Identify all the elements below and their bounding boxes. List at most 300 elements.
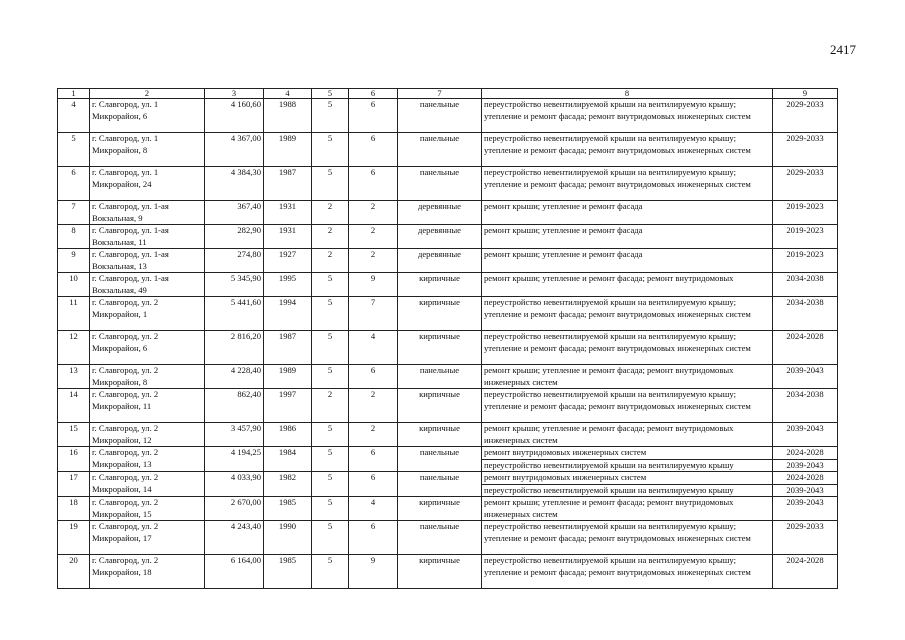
- area-cell-line: 4 243,40: [230, 521, 261, 531]
- works-cell: [482, 167, 773, 201]
- address-cell-line: г. Славгород, ул. 1-ая: [92, 225, 169, 235]
- column-header: 6: [349, 89, 398, 99]
- col6-cell: [349, 201, 398, 225]
- page-number: 2417: [830, 42, 856, 57]
- works-cell-line: переустройство невентилируемой крыши на вентилируемую крышу;: [484, 389, 736, 399]
- col5-cell: [312, 249, 349, 273]
- works-cell: [482, 365, 773, 389]
- row-number-line: 5: [71, 133, 76, 143]
- area-cell: [205, 331, 264, 365]
- col6-cell-line: 2: [370, 389, 376, 399]
- area-cell-line: 2 816,20: [230, 331, 261, 341]
- row-number-line: 16: [69, 447, 78, 457]
- address-cell-line: Микрорайон, 8: [92, 376, 148, 387]
- table-row: [58, 167, 838, 201]
- period-cell: [773, 249, 838, 273]
- material-cell-line: кирпичные: [419, 389, 460, 399]
- year-cell-line: 1986: [278, 423, 297, 433]
- area-cell-line: 367,40: [237, 201, 261, 211]
- address-cell: [90, 521, 205, 555]
- area-cell-line: 282,90: [237, 225, 261, 235]
- period-cell: [773, 99, 838, 133]
- address-cell-line: Вокзальная, 9: [92, 212, 143, 223]
- row-number-line: 12: [69, 331, 78, 341]
- works-cell-line: утепление и ремонт фасада; ремонт внутридомовых инженерных систем: [484, 532, 751, 543]
- address-cell: [90, 472, 205, 497]
- area-cell-line: 6 164,00: [230, 555, 261, 565]
- col6-cell: [349, 331, 398, 365]
- year-cell: [264, 297, 312, 331]
- material-cell: [398, 423, 482, 447]
- address-cell-line: Микрорайон, 12: [92, 434, 152, 445]
- row-number: [58, 273, 90, 297]
- material-cell: [398, 555, 482, 589]
- row-number: [58, 225, 90, 249]
- year-cell-line: 1984: [278, 447, 297, 457]
- col6-cell-line: 6: [370, 472, 376, 482]
- col6-cell: [349, 249, 398, 273]
- col6-cell-line: 9: [370, 555, 376, 565]
- col6-cell: [349, 225, 398, 249]
- period-cell: [773, 167, 838, 201]
- address-cell-line: г. Славгород, ул. 2: [92, 331, 159, 341]
- address-cell-line: Микрорайон, 13: [92, 458, 152, 469]
- year-cell-line: 1931: [278, 225, 297, 235]
- address-cell: [90, 249, 205, 273]
- year-cell: [264, 99, 312, 133]
- year-cell: [264, 167, 312, 201]
- col5-cell: [312, 555, 349, 589]
- col5-cell-line: 5: [327, 133, 333, 143]
- col5-cell-line: 5: [327, 447, 333, 457]
- period-cell: [773, 225, 838, 249]
- area-cell-line: 4 160,60: [230, 99, 261, 109]
- area-cell: [205, 133, 264, 167]
- material-cell: [398, 497, 482, 521]
- period-cell: [773, 497, 838, 521]
- address-cell-line: г. Славгород, ул. 2: [92, 447, 159, 457]
- col5-cell: [312, 497, 349, 521]
- works-cell-line: утепление и ремонт фасада; ремонт внутридомовых инженерных систем: [484, 342, 751, 353]
- col6-cell: [349, 555, 398, 589]
- period-cell-line: 2039-2043: [786, 365, 824, 375]
- col5-cell: [312, 521, 349, 555]
- material-cell-line: деревянные: [418, 201, 461, 211]
- year-cell-line: 1927: [278, 249, 297, 259]
- address-cell: [90, 273, 205, 297]
- column-header: 5: [312, 89, 349, 99]
- material-cell: [398, 273, 482, 297]
- col6-cell: [349, 497, 398, 521]
- address-cell: [90, 331, 205, 365]
- col6-cell: [349, 273, 398, 297]
- table-row: [58, 389, 838, 423]
- row-number: [58, 497, 90, 521]
- address-cell: [90, 99, 205, 133]
- area-cell: [205, 365, 264, 389]
- row-number: [58, 331, 90, 365]
- area-cell-line: 5 441,60: [230, 297, 261, 307]
- col6-cell-line: 6: [370, 167, 376, 177]
- row-number-line: 11: [69, 297, 78, 307]
- address-cell-line: Микрорайон, 24: [92, 178, 152, 189]
- table-header-row: [58, 89, 838, 99]
- row-number: [58, 555, 90, 589]
- col5-cell: [312, 423, 349, 447]
- address-cell-line: г. Славгород, ул. 1: [92, 133, 159, 143]
- material-cell: [398, 472, 482, 497]
- works-cell-line: ремонт крыши; утепление и ремонт фасада: [484, 225, 643, 235]
- material-cell: [398, 201, 482, 225]
- area-cell-line: 4 194,25: [230, 447, 261, 457]
- period-cell-line: 2034-2038: [786, 389, 824, 399]
- col6-cell-line: 6: [370, 365, 376, 375]
- area-cell-line: 4 228,40: [230, 365, 261, 375]
- col5-cell-line: 5: [327, 167, 333, 177]
- year-cell: [264, 365, 312, 389]
- address-cell: [90, 297, 205, 331]
- address-cell-line: Вокзальная, 11: [92, 236, 147, 247]
- area-cell-line: 4 384,30: [230, 167, 261, 177]
- material-cell-line: кирпичные: [419, 273, 460, 283]
- table-row: [58, 201, 838, 225]
- works-cell-line: переустройство невентилируемой крыши на вентилируемую крышу;: [484, 555, 736, 565]
- col6-cell: [349, 447, 398, 472]
- year-cell-line: 1989: [278, 133, 297, 143]
- works-cell-line: инженерных систем: [484, 434, 558, 445]
- address-cell-line: г. Славгород, ул. 2: [92, 555, 159, 565]
- area-cell-line: 4 367,00: [230, 133, 261, 143]
- address-cell: [90, 225, 205, 249]
- works-cell: [482, 297, 773, 331]
- address-cell-line: г. Славгород, ул. 2: [92, 521, 159, 531]
- area-cell: [205, 167, 264, 201]
- row-number: [58, 201, 90, 225]
- column-header: 2: [90, 89, 205, 99]
- address-cell-line: г. Славгород, ул. 1: [92, 99, 159, 109]
- material-cell: [398, 167, 482, 201]
- material-cell-line: панельные: [419, 133, 460, 143]
- area-cell: [205, 273, 264, 297]
- period-cell: [773, 297, 838, 331]
- table-row: [58, 555, 838, 589]
- material-cell-line: кирпичные: [419, 423, 460, 433]
- works-cell-line: утепление и ремонт фасада; ремонт внутридомовых инженерных систем: [484, 566, 751, 577]
- works-cell-line: ремонт крыши; утепление и ремонт фасада; ремонт внутридомовых: [484, 423, 734, 433]
- year-cell-line: 1997: [278, 389, 297, 399]
- material-cell-line: деревянные: [418, 225, 461, 235]
- row-number-line: 13: [69, 365, 78, 375]
- material-cell: [398, 225, 482, 249]
- period-cell: [773, 389, 838, 423]
- address-cell-line: Микрорайон, 6: [92, 110, 148, 121]
- address-cell-line: Микрорайон, 14: [92, 483, 152, 494]
- year-cell: [264, 273, 312, 297]
- year-cell-line: 1987: [278, 167, 297, 177]
- works-cell: [482, 331, 773, 365]
- col5-cell: [312, 201, 349, 225]
- area-cell: [205, 423, 264, 447]
- material-cell-line: панельные: [419, 472, 460, 482]
- column-header: 1: [58, 89, 90, 99]
- address-cell: [90, 447, 205, 472]
- address-cell: [90, 389, 205, 423]
- area-cell-line: 2 670,00: [230, 497, 261, 507]
- area-cell: [205, 555, 264, 589]
- period-cell-line: 2039-2043: [786, 423, 824, 433]
- row-number: [58, 521, 90, 555]
- works-cell-line: ремонт крыши; утепление и ремонт фасада; ремонт внутридомовых: [484, 365, 734, 375]
- works-cell: [482, 447, 773, 472]
- period-cell: [773, 273, 838, 297]
- area-cell: [205, 521, 264, 555]
- row-number: [58, 99, 90, 133]
- period-cell-line: 2039-2043: [773, 459, 837, 472]
- year-cell-line: 1982: [278, 472, 297, 482]
- row-number: [58, 389, 90, 423]
- row-number-line: 20: [69, 555, 78, 565]
- area-cell: [205, 447, 264, 472]
- area-cell: [205, 389, 264, 423]
- year-cell-line: 1985: [278, 497, 297, 507]
- works-cell-line: переустройство невентилируемой крыши на вентилируемую крышу;: [484, 99, 736, 109]
- period-cell: [773, 555, 838, 589]
- works-cell-line: ремонт внутридомовых инженерных систем: [484, 472, 647, 482]
- year-cell-line: 1931: [278, 201, 297, 211]
- row-number-line: 18: [69, 497, 78, 507]
- col5-cell: [312, 365, 349, 389]
- address-cell: [90, 201, 205, 225]
- address-cell-line: Микрорайон, 18: [92, 566, 152, 577]
- col5-cell: [312, 225, 349, 249]
- period-cell: [773, 331, 838, 365]
- table-row: [58, 447, 838, 472]
- works-cell-line: утепление и ремонт фасада; ремонт внутридомовых инженерных систем: [484, 308, 751, 319]
- row-number-line: 17: [69, 472, 78, 482]
- period-cell-line: 2019-2023: [786, 249, 824, 259]
- period-cell-line: 2029-2033: [786, 133, 824, 143]
- col5-cell-line: 2: [327, 389, 333, 399]
- address-cell: [90, 365, 205, 389]
- col5-cell-line: 2: [327, 225, 333, 235]
- works-cell-line: утепление и ремонт фасада; ремонт внутридомовых инженерных систем: [484, 178, 751, 189]
- col5-cell-line: 2: [327, 249, 333, 259]
- period-cell-line: 2039-2043: [786, 497, 824, 507]
- address-cell: [90, 555, 205, 589]
- address-cell-line: г. Славгород, ул. 1-ая: [92, 201, 169, 211]
- material-cell-line: кирпичные: [419, 555, 460, 565]
- works-cell: [482, 133, 773, 167]
- period-cell-line: 2019-2023: [786, 201, 824, 211]
- material-cell-line: кирпичные: [419, 497, 460, 507]
- works-cell-line: переустройство невентилируемой крыши на вентилируемую крышу: [482, 459, 772, 472]
- period-cell-line: 2024-2028: [786, 555, 824, 565]
- address-cell-line: Микрорайон, 6: [92, 342, 148, 353]
- column-header: 4: [264, 89, 312, 99]
- works-cell-line: инженерных систем: [484, 508, 558, 519]
- row-number-line: 8: [71, 225, 76, 235]
- table-row: [58, 99, 838, 133]
- address-cell-line: г. Славгород, ул. 1-ая: [92, 249, 169, 259]
- material-cell-line: кирпичные: [419, 331, 460, 341]
- row-number-line: 15: [69, 423, 78, 433]
- address-cell-line: г. Славгород, ул. 2: [92, 297, 159, 307]
- address-cell-line: Микрорайон, 11: [92, 400, 152, 411]
- material-cell: [398, 133, 482, 167]
- area-cell-line: 3 457,90: [230, 423, 261, 433]
- year-cell: [264, 472, 312, 497]
- col5-cell: [312, 389, 349, 423]
- works-cell: [482, 497, 773, 521]
- works-cell-line: переустройство невентилируемой крыши на вентилируемую крышу: [482, 484, 772, 497]
- col6-cell-line: 6: [370, 133, 376, 143]
- material-cell: [398, 99, 482, 133]
- row-number: [58, 133, 90, 167]
- period-cell-line: 2034-2038: [786, 273, 824, 283]
- period-cell-line: 2029-2033: [786, 99, 824, 109]
- area-cell: [205, 297, 264, 331]
- address-cell-line: Микрорайон, 8: [92, 144, 148, 155]
- col6-cell: [349, 389, 398, 423]
- area-cell: [205, 472, 264, 497]
- material-cell-line: деревянные: [418, 249, 461, 259]
- works-cell: [482, 249, 773, 273]
- material-cell: [398, 297, 482, 331]
- year-cell-line: 1995: [278, 273, 297, 283]
- col6-cell-line: 2: [370, 225, 376, 235]
- works-cell-line: утепление и ремонт фасада; ремонт внутридомовых инженерных систем: [484, 110, 751, 121]
- row-number-line: 6: [71, 167, 76, 177]
- works-cell: [482, 423, 773, 447]
- works-cell-line: инженерных систем: [484, 376, 558, 387]
- period-cell-line: 2019-2023: [786, 225, 824, 235]
- table-row: [58, 225, 838, 249]
- col6-cell-line: 6: [370, 521, 376, 531]
- area-cell-line: 4 033,90: [230, 472, 261, 482]
- material-cell: [398, 365, 482, 389]
- period-cell-line: 2024-2028: [786, 447, 824, 457]
- address-cell-line: Вокзальная, 49: [92, 284, 147, 295]
- area-cell-line: 5 345,90: [230, 273, 261, 283]
- table-row: [58, 497, 838, 521]
- year-cell: [264, 447, 312, 472]
- works-cell-line: переустройство невентилируемой крыши на вентилируемую крышу;: [484, 133, 736, 143]
- year-cell: [264, 497, 312, 521]
- year-cell: [264, 201, 312, 225]
- works-cell: [482, 472, 773, 497]
- col5-cell-line: 5: [327, 273, 333, 283]
- period-cell: [773, 423, 838, 447]
- col6-cell-line: 2: [370, 423, 376, 433]
- year-cell: [264, 225, 312, 249]
- address-cell-line: г. Славгород, ул. 2: [92, 389, 159, 399]
- period-cell-line: 2034-2038: [786, 297, 824, 307]
- address-cell-line: г. Славгород, ул. 1: [92, 167, 159, 177]
- address-cell: [90, 423, 205, 447]
- col5-cell-line: 5: [327, 423, 333, 433]
- period-cell: [773, 201, 838, 225]
- col6-cell: [349, 133, 398, 167]
- col5-cell-line: 5: [327, 472, 333, 482]
- col6-cell-line: 4: [370, 331, 376, 341]
- year-cell: [264, 423, 312, 447]
- address-cell: [90, 133, 205, 167]
- row-number-line: 9: [71, 249, 76, 259]
- col5-cell-line: 5: [327, 497, 333, 507]
- year-cell: [264, 331, 312, 365]
- period-cell-line: 2024-2028: [786, 331, 824, 341]
- material-cell: [398, 249, 482, 273]
- col6-cell-line: 7: [370, 297, 376, 307]
- year-cell-line: 1994: [278, 297, 297, 307]
- works-cell-line: переустройство невентилируемой крыши на вентилируемую крышу;: [484, 521, 736, 531]
- works-cell: [482, 389, 773, 423]
- table-row: [58, 249, 838, 273]
- works-cell: [482, 201, 773, 225]
- col6-cell-line: 9: [370, 273, 376, 283]
- row-number-line: 14: [69, 389, 78, 399]
- col6-cell: [349, 297, 398, 331]
- col6-cell-line: 6: [370, 447, 376, 457]
- col6-cell-line: 2: [370, 249, 376, 259]
- col5-cell-line: 5: [327, 297, 333, 307]
- area-cell: [205, 249, 264, 273]
- row-number: [58, 167, 90, 201]
- table-row: [58, 365, 838, 389]
- col5-cell-line: 5: [327, 521, 333, 531]
- col5-cell: [312, 167, 349, 201]
- address-cell-line: Вокзальная, 13: [92, 260, 147, 271]
- col6-cell: [349, 423, 398, 447]
- row-number: [58, 365, 90, 389]
- col6-cell: [349, 99, 398, 133]
- table-row: [58, 472, 838, 497]
- works-cell: [482, 521, 773, 555]
- period-cell-line: 2029-2033: [786, 521, 824, 531]
- material-cell: [398, 447, 482, 472]
- col5-cell: [312, 331, 349, 365]
- year-cell-line: 1987: [278, 331, 297, 341]
- works-cell: [482, 225, 773, 249]
- row-number: [58, 472, 90, 497]
- table-row: [58, 133, 838, 167]
- area-cell: [205, 201, 264, 225]
- col5-cell: [312, 133, 349, 167]
- area-cell-line: 862,40: [237, 389, 261, 399]
- material-cell-line: панельные: [419, 447, 460, 457]
- address-cell-line: Микрорайон, 17: [92, 532, 152, 543]
- row-number: [58, 423, 90, 447]
- area-cell: [205, 225, 264, 249]
- works-cell-line: ремонт крыши; утепление и ремонт фасада; ремонт внутридомовых: [484, 497, 734, 507]
- row-number-line: 7: [71, 201, 76, 211]
- year-cell: [264, 521, 312, 555]
- material-cell-line: панельные: [419, 521, 460, 531]
- address-cell: [90, 497, 205, 521]
- period-cell-line: 2029-2033: [786, 167, 824, 177]
- year-cell-line: 1985: [278, 555, 297, 565]
- col5-cell-line: 5: [327, 365, 333, 375]
- table-row: [58, 423, 838, 447]
- material-cell-line: кирпичные: [419, 297, 460, 307]
- material-cell-line: панельные: [419, 365, 460, 375]
- works-cell-line: ремонт крыши; утепление и ремонт фасада: [484, 249, 643, 259]
- col6-cell-line: 2: [370, 201, 376, 211]
- col5-cell-line: 5: [327, 331, 333, 341]
- col6-cell: [349, 472, 398, 497]
- year-cell-line: 1990: [278, 521, 297, 531]
- year-cell: [264, 249, 312, 273]
